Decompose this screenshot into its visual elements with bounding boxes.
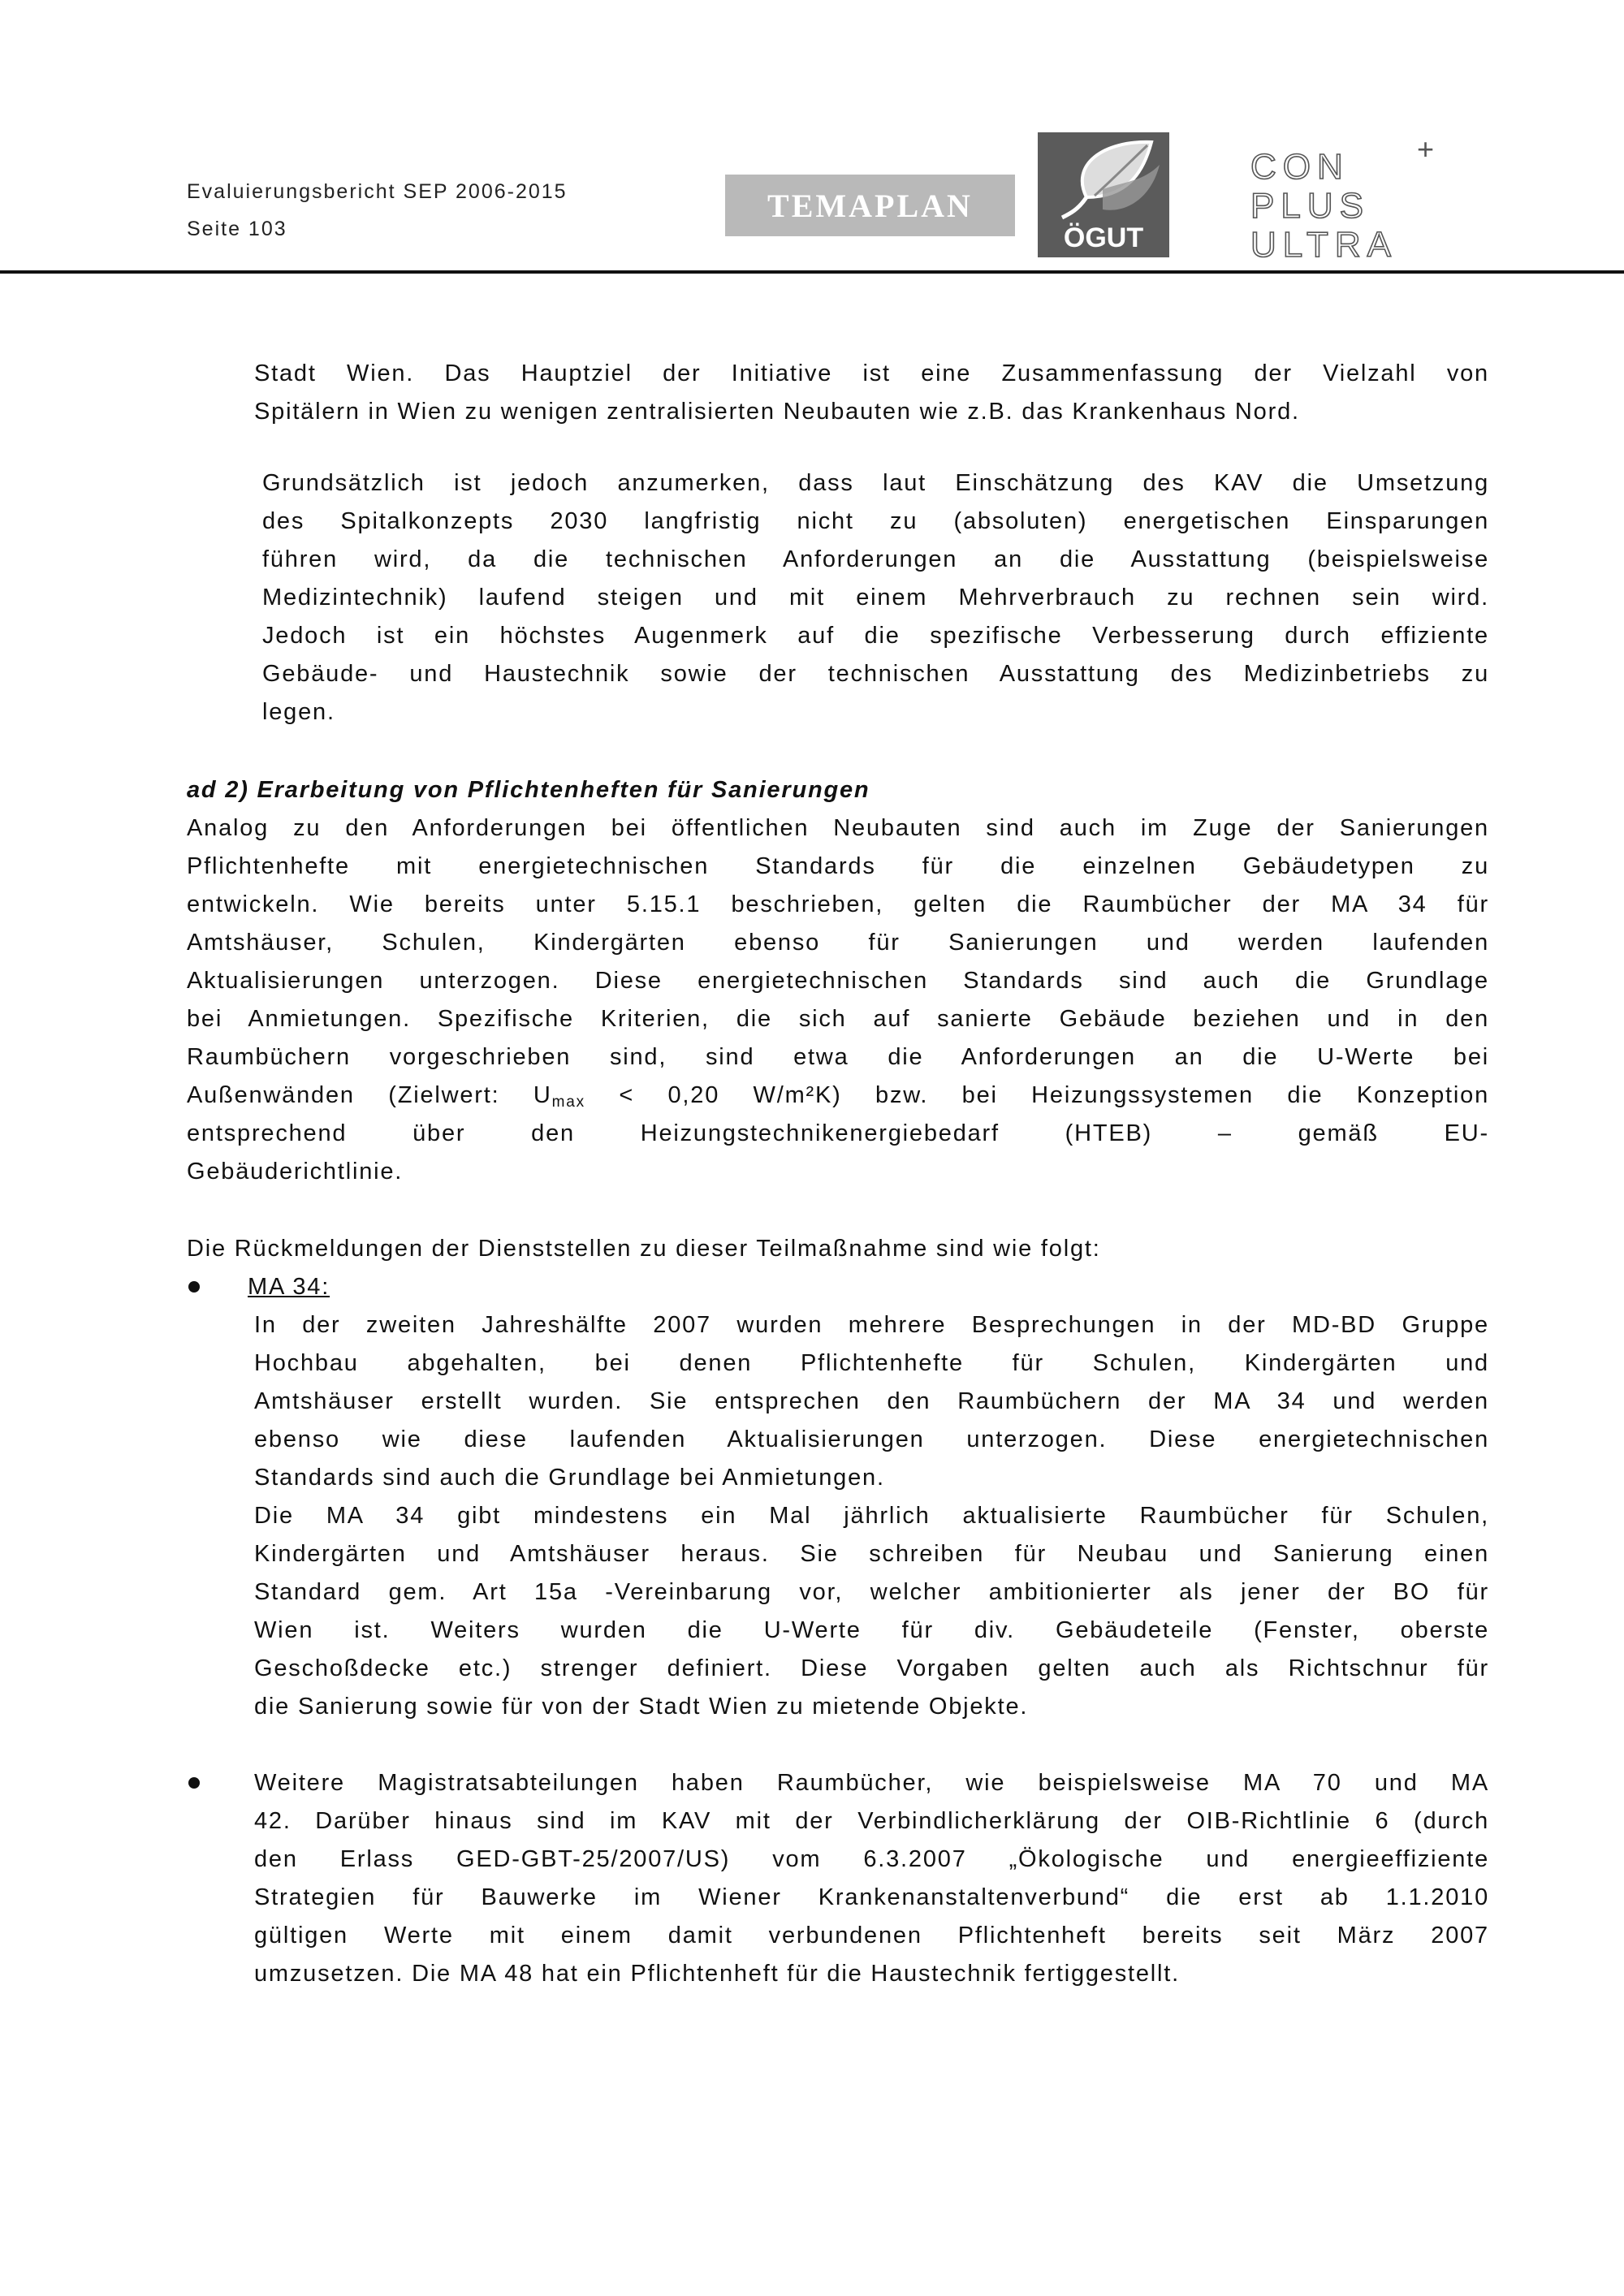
text-line: ebenso wie diese laufenden Aktualisierungen unterzogen. Diese energietechnischen [254,1426,1489,1452]
con-plus-ultra-logo [1246,136,1466,262]
header-divider [0,270,1624,274]
text-line: Jedoch ist ein höchstes Augenmerk auf die spezifische Verbesserung durch effiziente [262,623,1489,649]
temaplan-logo [725,175,1015,236]
text-line: Geschoßdecke etc.) strenger definiert. Diese Vorgaben gelten auch als Richtschnur für [254,1655,1489,1681]
text-line: legen. [262,699,335,725]
logo-word-con: CON [1250,147,1350,187]
text-fragment: Außenwänden (Zielwert: U [187,1082,552,1108]
bullet-icon [188,1777,200,1789]
text-line: des Spitalkonzepts 2030 langfristig nicht zu (absoluten) energetischen Einsparungen [262,508,1489,534]
text-line: Gebäuderichtlinie. [187,1159,404,1185]
paragraph-ma34-meetings [254,1306,1489,1497]
text-line: Stadt Wien. Das Hauptziel der Initiative ist eine Zusammenfassung der Vielzahl von [254,360,1489,386]
text-line: Hochbau abgehalten, bei denen Pflichtenhefte für Schulen, Kindergärten und [254,1350,1489,1376]
text-line: führen wird, da die technischen Anforderungen an die Ausstattung (beispielsweise [262,546,1489,572]
section-heading: ad 2) Erarbeitung von Pflichtenheften für Sanierungen [187,777,870,803]
text-line: Grundsätzlich ist jedoch anzumerken, dass laut Einschätzung des KAV die Umsetzung [262,470,1489,496]
paragraph-lines [187,809,1489,1077]
text-line-umax [187,1077,1489,1115]
text-line: den Erlass GED-GBT-25/2007/US) vom 6.3.2007 „Ökologische und energieeffiziente [254,1846,1489,1872]
logo-word-ultra: ULTRA [1250,225,1397,262]
text-line: entwickeln. Wie bereits unter 5.15.1 beschrieben, gelten die Raumbücher der MA 34 für [187,891,1489,917]
text-line: Kindergärten und Amtshäuser heraus. Sie schreiben für Neubau und Sanierung einen [254,1541,1489,1567]
text-line: Amtshäuser erstellt wurden. Sie entsprechen den Raumbüchern der MA 34 und werden [254,1388,1489,1414]
text-fragment: < 0,20 W/m²K) bzw. bei Heizungssystemen die Konzeption [585,1082,1490,1108]
text-line: Spitälern in Wien zu wenigen zentralisierten Neubauten wie z.B. das Krankenhaus Nord. [254,399,1300,425]
ogut-logo-text: ÖGUT [1063,222,1144,253]
text-line: Die MA 34 gibt mindestens ein Mal jährlich aktualisierte Raumbücher für Schulen, [254,1503,1489,1529]
paragraph-initiative [254,355,1489,431]
logo-word-plus: PLUS [1250,186,1370,226]
temaplan-logo-text: TEMAPLAN [767,187,973,224]
subscript-max: max [551,1094,585,1111]
paragraph-renovation-requirements [187,809,1489,1191]
ogut-logo [1038,132,1169,257]
text-line: Standards sind auch die Grundlage bei Anmietungen. [254,1465,885,1491]
text-line: Weitere Magistratsabteilungen haben Raumbücher, wie beispielsweise MA 70 und MA [254,1770,1489,1796]
leaf-icon [1038,132,1169,222]
text-line: Medizintechnik) laufend steigen und mit einem Mehrverbrauch zu rechnen sein wird. [262,585,1489,611]
text-line: Wien ist. Weiters wurden die U-Werte für div. Gebäudeteile (Fenster, oberste [254,1617,1489,1643]
text-line: bei Anmietungen. Spezifische Kriterien, die sich auf sanierte Gebäude beziehen und in den [187,1006,1489,1032]
text-line: Gebäude- und Haustechnik sowie der technischen Ausstattung des Medizinbetriebs zu [262,661,1489,687]
bullet-icon [188,1281,200,1293]
text-line: Strategien für Bauwerke im Wiener Krankenanstaltenverbund“ die erst ab 1.1.2010 [254,1884,1489,1910]
text-line: In der zweiten Jahreshälfte 2007 wurden mehrere Besprechungen in der MD-BD Gruppe [254,1312,1489,1338]
text-line: Amtshäuser, Schulen, Kindergärten ebenso für Sanierungen und werden laufenden [187,930,1489,956]
text-line: Raumbüchern vorgeschrieben sind, sind etwa die Anforderungen an die U-Werte bei [187,1044,1489,1070]
text-line: 42. Darüber hinaus sind im KAV mit der Verbindlicherklärung der OIB-Richtlinie 6 (durch [254,1808,1489,1834]
paragraph-other-departments [254,1764,1489,1993]
paragraph-ma34-roombooks [254,1497,1489,1726]
feedback-intro: Die Rückmeldungen der Dienststellen zu dieser Teilmaßnahme sind wie folgt: [187,1236,1101,1262]
page-number: Seite 103 [187,218,287,240]
text-line: Standard gem. Art 15a -Vereinbarung vor, welcher ambitionierter als jener der BO für [254,1579,1489,1605]
report-title: Evaluierungsbericht SEP 2006-2015 [187,180,568,203]
text-line: gültigen Werte mit einem damit verbundenen Pflichtenheft bereits seit März 2007 [254,1923,1489,1949]
paragraph-kav-assessment [262,464,1489,732]
text-line: entsprechend über den Heizungstechnikenergiebedarf (HTEB) – gemäß EU- [187,1120,1489,1146]
paragraph-lines [187,1115,1489,1191]
text-line: Analog zu den Anforderungen bei öffentlichen Neubauten sind auch im Zuge der Sanierungen [187,815,1489,841]
text-line: Pflichtenhefte mit energietechnischen Standards für die einzelnen Gebäudetypen zu [187,853,1489,879]
text-line: Aktualisierungen unterzogen. Diese energietechnischen Standards sind auch die Grundlage [187,968,1489,994]
text-line: umzusetzen. Die MA 48 hat ein Pflichtenheft für die Haustechnik fertiggestellt. [254,1961,1181,1987]
text-line: die Sanierung sowie für von der Stadt Wien zu mietende Objekte. [254,1694,1029,1720]
bullet-label-ma34: MA 34: [248,1274,330,1300]
logo-plus-sign: + [1417,136,1435,166]
